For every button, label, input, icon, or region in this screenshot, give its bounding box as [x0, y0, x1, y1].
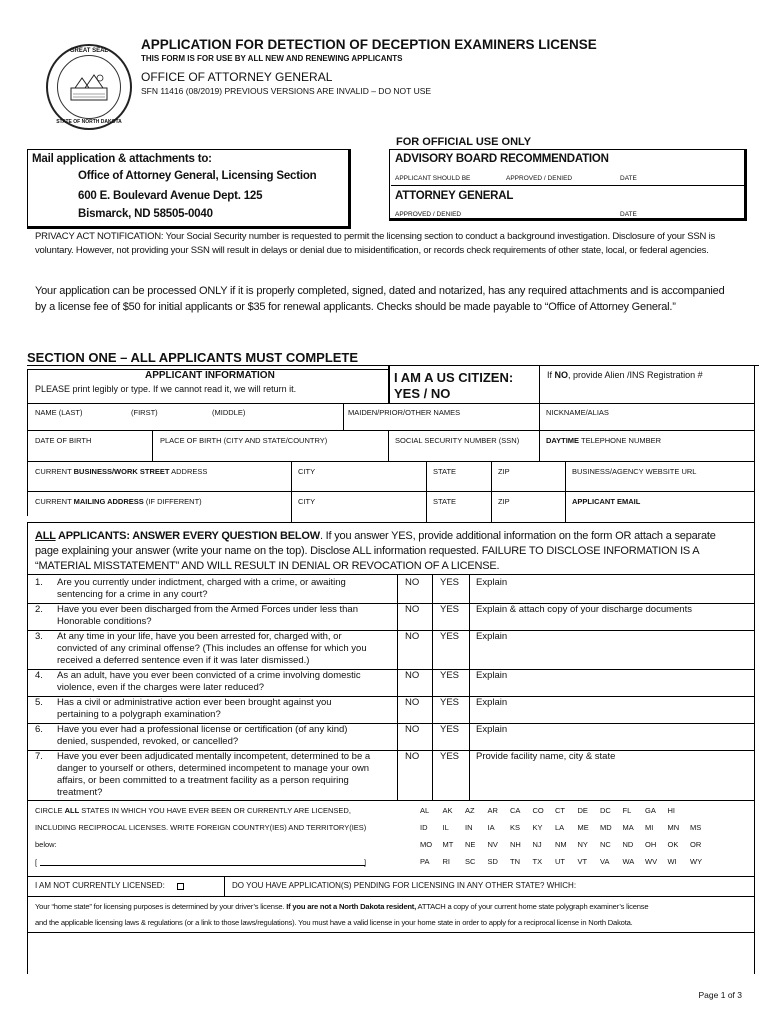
state-option[interactable]: MO: [420, 840, 433, 849]
intro-rest: . If you answer YES, provide additional information on the form OR attach a separate: [319, 530, 716, 542]
question-text: Are you currently under indictment, charged with a crime, or awaiting: [57, 577, 346, 588]
citizen-yes-no[interactable]: YES / NO: [394, 386, 451, 401]
state-option[interactable]: MN: [667, 823, 680, 832]
applicant-info-heading: APPLICANT INFORMATION: [145, 370, 275, 381]
print-note: PLEASE print legibly or type. If we cannot read it, we will return it.: [35, 384, 297, 394]
state-option[interactable]: OH: [645, 840, 657, 849]
phone-field[interactable]: [546, 436, 661, 445]
question-number: 5.: [35, 697, 43, 708]
question-text: Have you ever been adjudicated mentally incompetent, determined to be a: [57, 751, 371, 762]
question-number: 1.: [35, 577, 43, 588]
state-option[interactable]: HI: [667, 806, 675, 815]
question-text: As an adult, have you ever been convicted of a crime involving domestic: [57, 670, 361, 681]
question-text: denied, suspended, revoked, or cancelled?: [57, 736, 239, 747]
state-option[interactable]: ND: [622, 840, 634, 849]
rule: [754, 366, 755, 403]
question-text: danger to yourself or others, determined incompetent to manage your own: [57, 763, 370, 774]
state-option[interactable]: KY: [532, 823, 543, 832]
rule: [754, 522, 755, 974]
rule: [27, 522, 754, 523]
nickname-field[interactable]: NICKNAME/ALIAS: [546, 408, 609, 417]
question-text: Have you ever had a professional license or certification (of any kind): [57, 724, 348, 735]
rule: [491, 461, 492, 522]
state-option[interactable]: LA: [555, 823, 565, 832]
email-field[interactable]: APPLICANT EMAIL: [572, 497, 641, 506]
rule: [432, 574, 433, 800]
rule: [469, 574, 470, 800]
answer-no[interactable]: NO: [405, 724, 420, 735]
mail-bold: MAILING ADDRESS: [73, 497, 144, 506]
state-option[interactable]: WA: [622, 857, 635, 866]
rule: [27, 522, 28, 974]
rule: [224, 876, 225, 896]
state-option[interactable]: AZ: [465, 806, 475, 815]
all-underlined: ALL: [35, 530, 56, 542]
state-option[interactable]: PA: [420, 857, 430, 866]
answer-yes[interactable]: YES: [440, 670, 460, 681]
state-option[interactable]: MA: [622, 823, 634, 832]
state-option[interactable]: AR: [487, 806, 498, 815]
state-option[interactable]: UT: [555, 857, 565, 866]
phone-rest: TELEPHONE NUMBER: [579, 436, 662, 445]
state-option[interactable]: DE: [577, 806, 588, 815]
rule: [27, 403, 754, 404]
privacy-notice: PRIVACY ACT NOTIFICATION: Your Social Security number is requested to permit the licensing section to conduct a background investigation. Disclosure of your SSN is voluntary. However, not providing your SSN will result in delays or denial due to misidentification, or records check requirements of other state, local, or federal agencies.: [35, 231, 716, 256]
question-number: 7.: [35, 751, 43, 762]
rule: [539, 430, 540, 461]
states-instruction-2: INCLUDING RECIPROCAL LICENSES. WRITE FOREIGN COUNTRY(IES) AND TERRITORY(IES): [35, 823, 367, 832]
home-pre: Your “home state” for licensing purposes is determined by your driver’s license.: [35, 902, 287, 911]
rule: [397, 574, 398, 800]
state-option[interactable]: IA: [487, 823, 495, 832]
rule: [27, 876, 754, 877]
states-post: STATES IN WHICH YOU HAVE EVER BEEN OR CURRENTLY ARE LICENSED,: [79, 806, 351, 815]
answer-yes[interactable]: YES: [440, 697, 460, 708]
date-label-1: DATE: [620, 175, 637, 182]
state-option[interactable]: IL: [442, 823, 449, 832]
rule: [539, 403, 540, 430]
home-state-line-2: and the applicable licensing laws & regulations (or a link to those laws/regulations). You must have a valid license in your home state in order to apply for a reciprocal license in North Dakota.: [35, 918, 633, 927]
answer-no[interactable]: NO: [405, 604, 420, 615]
question-number: 2.: [35, 604, 43, 615]
rule: [539, 366, 540, 403]
seal-top-text: GREAT SEAL: [69, 48, 109, 54]
answer-explanation[interactable]: Explain & attach copy of your discharge documents: [476, 604, 692, 615]
rule: [388, 366, 390, 403]
ssn-field[interactable]: SOCIAL SECURITY NUMBER (SSN): [395, 436, 520, 445]
home-state-line-1: [35, 902, 648, 911]
answer-no[interactable]: NO: [405, 751, 420, 762]
city-field-2[interactable]: CITY: [298, 497, 316, 506]
maiden-name-field[interactable]: MAIDEN/PRIOR/OTHER NAMES: [348, 408, 461, 417]
rule: [754, 403, 755, 522]
approved-denied-label-1: APPROVED / DENIED: [506, 175, 573, 182]
pending-label[interactable]: DO YOU HAVE APPLICATION(S) PENDING FOR LICENSING IN ANY OTHER STATE? WHICH:: [232, 881, 577, 890]
state-option[interactable]: WI: [667, 857, 677, 866]
rule: [27, 369, 28, 516]
state-option[interactable]: IN: [465, 823, 473, 832]
seal-scene-icon: [70, 70, 108, 102]
state-option[interactable]: NV: [487, 840, 498, 849]
section-rule: [27, 365, 759, 366]
question-text: treatment?: [57, 787, 103, 798]
answer-explanation[interactable]: Explain: [476, 697, 508, 708]
zip-field-2[interactable]: ZIP: [498, 497, 510, 506]
state-option[interactable]: WV: [645, 857, 658, 866]
state-option[interactable]: RI: [442, 857, 450, 866]
mail-line-3: Bismarck, ND 58505-0040: [78, 208, 213, 220]
question-text: Have you ever been discharged from the Armed Forces under less than: [57, 604, 358, 615]
state-option[interactable]: NC: [600, 840, 611, 849]
rule: [27, 430, 754, 431]
page-number: Page 1 of 3: [698, 990, 742, 1000]
questions-intro-line-3: “MATERIAL MISSTATEMENT” AND WILL RESULT IN DENIAL OR REVOCATION OF A LICENSE.: [35, 560, 500, 572]
rule: [565, 461, 566, 522]
state-option[interactable]: SC: [465, 857, 476, 866]
state-field-2[interactable]: STATE: [433, 497, 457, 506]
state-option[interactable]: CO: [532, 806, 544, 815]
phone-bold: DAYTIME: [546, 436, 580, 445]
question-number: 6.: [35, 724, 43, 735]
rule: [27, 896, 754, 897]
name-middle-field[interactable]: (MIDDLE): [212, 408, 246, 417]
state-option[interactable]: MT: [442, 840, 454, 849]
state-option[interactable]: TX: [532, 857, 543, 866]
state-field-1[interactable]: STATE: [433, 467, 457, 476]
state-option[interactable]: MS: [690, 823, 702, 832]
answer-yes[interactable]: YES: [440, 724, 460, 735]
questions-intro-line-2: page explaining your answer (write your name on the top). Disclose ALL information requested. FAILURE TO DISCLOSE INFORMATION IS A: [35, 545, 700, 557]
answer-yes[interactable]: YES: [440, 751, 460, 762]
rule: [426, 461, 427, 522]
answer-explanation[interactable]: Explain: [476, 670, 508, 681]
official-divider: [391, 185, 744, 186]
answer-explanation[interactable]: Explain: [476, 724, 508, 735]
question-text: At any time in your life, have you been arrested for, charged with, or: [57, 631, 342, 642]
not-licensed-checkbox[interactable]: [177, 883, 184, 890]
mailing-address-field[interactable]: [35, 497, 202, 506]
seal-bottom-text: STATE OF NORTH DAKOTA: [56, 119, 122, 125]
states-instruction-1: [35, 806, 351, 815]
form-number: SFN 11416 (08/2019) PREVIOUS VERSIONS ARE INVALID – DO NOT USE: [141, 86, 432, 96]
rule: [27, 461, 754, 462]
state-option[interactable]: WY: [690, 857, 703, 866]
foreign-country-close: ]: [364, 858, 367, 867]
answer-explanation[interactable]: Explain: [476, 631, 508, 642]
answer-explanation[interactable]: Provide facility name, city & state: [476, 751, 616, 762]
state-option[interactable]: CA: [510, 806, 521, 815]
state-option[interactable]: TN: [510, 857, 520, 866]
alien-registration-label[interactable]: [547, 370, 703, 380]
state-option[interactable]: CT: [555, 806, 565, 815]
state-option[interactable]: AL: [420, 806, 430, 815]
home-bold: If you are not a North Dakota resident,: [286, 902, 417, 911]
mail-heading: Mail application & attachments to:: [32, 153, 212, 165]
state-option[interactable]: NH: [510, 840, 521, 849]
addr-post: ADDRESS: [169, 467, 208, 476]
rule: [27, 491, 754, 492]
question-text: Honorable conditions?: [57, 616, 152, 627]
question-text: Has a civil or administrative action ever been brought against you: [57, 697, 332, 708]
form-subtitle: THIS FORM IS FOR USE BY ALL NEW AND RENEWING APPLICANTS: [141, 54, 403, 63]
applicant-should-be-label: APPLICANT SHOULD BE: [395, 175, 471, 182]
intro-bold: APPLICANTS: ANSWER EVERY QUESTION BELOW: [55, 530, 320, 542]
state-option[interactable]: OR: [690, 840, 702, 849]
state-option[interactable]: NE: [465, 840, 476, 849]
mail-line-1: Office of Attorney General, Licensing Section: [78, 170, 317, 182]
answer-yes[interactable]: YES: [440, 604, 460, 615]
state-option[interactable]: SD: [487, 857, 498, 866]
rule: [291, 461, 292, 522]
state-option[interactable]: ID: [420, 823, 428, 832]
state-seal: [46, 44, 132, 130]
question-text: pertaining to a polygraph examination?: [57, 709, 221, 720]
state-option[interactable]: MI: [645, 823, 654, 832]
dob-field[interactable]: DATE OF BIRTH: [35, 436, 92, 445]
state-option[interactable]: OK: [667, 840, 679, 849]
mail-line-2: 600 E. Boulevard Avenue Dept. 125: [78, 190, 263, 202]
mail-pre: CURRENT: [35, 497, 74, 506]
rule: [27, 574, 754, 575]
citizen-label: I AM A US CITIZEN:: [394, 370, 514, 385]
answer-no[interactable]: NO: [405, 697, 420, 708]
answer-yes[interactable]: YES: [440, 577, 460, 588]
home-post: ATTACH a copy of your current home state polygraph examiner’s license: [416, 902, 649, 911]
section-one-title: SECTION ONE – ALL APPLICANTS MUST COMPLETE: [27, 350, 359, 365]
processing-notice: Your application can be processed ONLY if it is properly completed, signed, dated and notarized, has any required attachments and is accompanied by a license fee of $50 for initial applicants or $35 for renewal applicants. Checks should be made payable to “Office of Attorney General.”: [35, 285, 725, 313]
rule: [27, 932, 754, 933]
questions-intro-line-1: [35, 530, 716, 542]
answer-no[interactable]: NO: [405, 670, 420, 681]
question-text: sentencing for a crime in any court?: [57, 589, 208, 600]
rule: [27, 800, 754, 801]
foreign-country-input[interactable]: [40, 865, 365, 866]
rule: [343, 403, 344, 430]
office-name: OFFICE OF ATTORNEY GENERAL: [141, 70, 333, 84]
state-option[interactable]: AK: [442, 806, 453, 815]
business-address-field[interactable]: [35, 467, 207, 476]
date-label-2: DATE: [620, 211, 637, 218]
approved-denied-label-2: APPROVED / DENIED: [395, 211, 462, 218]
zip-field-1[interactable]: ZIP: [498, 467, 510, 476]
foreign-country-open: [: [35, 858, 38, 867]
state-option[interactable]: NM: [555, 840, 567, 849]
if-no-pre: If: [547, 370, 555, 380]
state-option[interactable]: VA: [600, 857, 610, 866]
state-option[interactable]: NY: [577, 840, 588, 849]
if-no-bold: NO: [554, 370, 569, 380]
question-text: received a deferred sentence even if it was later dismissed.): [57, 655, 310, 666]
state-option[interactable]: FL: [622, 806, 632, 815]
state-option[interactable]: KS: [510, 823, 521, 832]
not-licensed-label: I AM NOT CURRENTLY LICENSED:: [35, 881, 165, 890]
states-instruction-3: below:: [35, 840, 57, 849]
question-text: violence, even if the charges were later reduced?: [57, 682, 265, 693]
official-use-label: FOR OFFICIAL USE ONLY: [396, 136, 532, 148]
city-field-1[interactable]: CITY: [298, 467, 316, 476]
question-text: affairs, or been committed to a treatment facility as a person requiring: [57, 775, 349, 786]
state-option[interactable]: VT: [577, 857, 588, 866]
addr-bold: BUSINESS/WORK STREET: [73, 467, 170, 476]
answer-yes[interactable]: YES: [440, 631, 460, 642]
state-option[interactable]: GA: [645, 806, 656, 815]
question-number: 3.: [35, 631, 43, 642]
advisory-heading: ADVISORY BOARD RECOMMENDATION: [395, 153, 609, 165]
ag-heading: ATTORNEY GENERAL: [395, 190, 514, 202]
name-first-field[interactable]: (FIRST): [131, 408, 158, 417]
question-text: convicted of any criminal offense? (This includes an offense for which you: [57, 643, 367, 654]
name-last-field[interactable]: NAME (LAST): [35, 408, 83, 417]
if-no-post: , provide Alien /INS Registration #: [568, 370, 703, 380]
rule: [388, 430, 389, 461]
rule: [152, 430, 153, 461]
pob-field[interactable]: PLACE OF BIRTH (CITY AND STATE/COUNTRY): [160, 436, 328, 445]
states-pre: CIRCLE: [35, 806, 65, 815]
question-number: 4.: [35, 670, 43, 681]
mail-post: (IF DIFFERENT): [143, 497, 202, 506]
state-option[interactable]: NJ: [532, 840, 542, 849]
answer-explanation[interactable]: Explain: [476, 577, 508, 588]
state-option[interactable]: MD: [600, 823, 612, 832]
state-option[interactable]: ME: [577, 823, 589, 832]
form-title: APPLICATION FOR DETECTION OF DECEPTION EXAMINERS LICENSE: [141, 37, 597, 52]
states-bold: ALL: [64, 806, 80, 815]
answer-no[interactable]: NO: [405, 577, 420, 588]
answer-no[interactable]: NO: [405, 631, 420, 642]
website-field[interactable]: BUSINESS/AGENCY WEBSITE URL: [572, 467, 697, 476]
state-option[interactable]: DC: [600, 806, 611, 815]
addr-pre: CURRENT: [35, 467, 74, 476]
